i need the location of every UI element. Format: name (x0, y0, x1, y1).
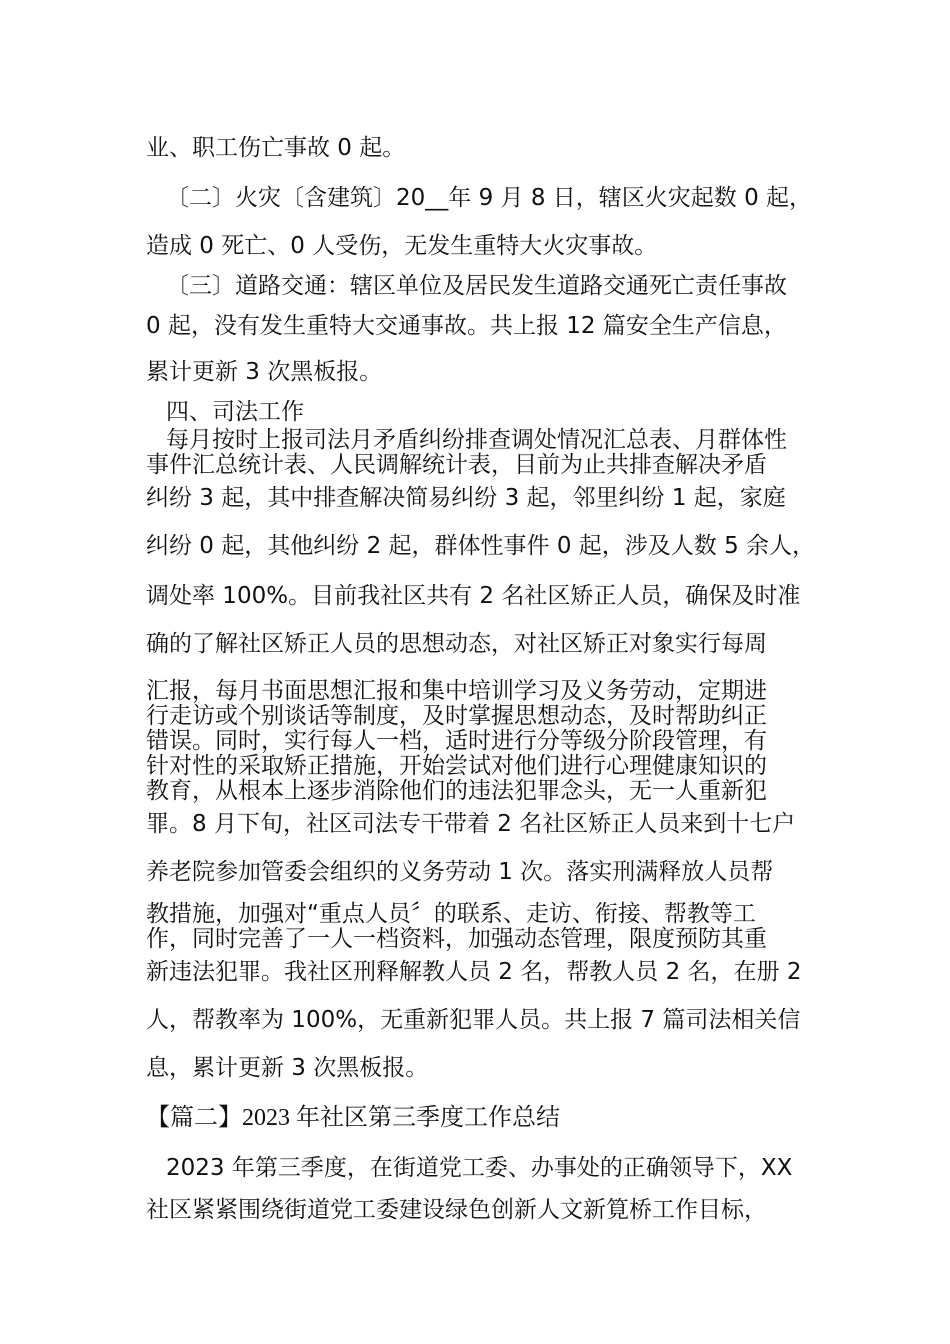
text-line-22: 作，同时完善了一人一档资料，加强动态管理，限度预防其重 (146, 926, 767, 952)
section-heading: 四、司法工作 (166, 399, 304, 425)
text-line-10: 纠纷 3 起，其中排查解决简易纠纷 3 起，邻里纠纷 1 起，家庭 (146, 485, 786, 511)
text-line-21: 教措施，加强对“重点人员〞的联系、走访、衔接、帮教等工 (146, 901, 756, 927)
text-line-23: 新违法犯罪。我社区刑释解教人员 2 名，帮教人员 2 名，在册 2 (146, 959, 802, 985)
text-line-9: 事件汇总统计表、人民调解统计表，目前为止共排查解决矛盾 (146, 452, 767, 478)
text-line-1: 业、职工伤亡事故 0 起。 (146, 135, 406, 161)
text-line-3: 造成 0 死亡、0 人受伤，无发生重特大火灾事故。 (146, 233, 658, 259)
text-line-6: 累计更新 3 次黑板报。 (146, 359, 383, 385)
text-line-12: 调处率 100%。目前我社区共有 2 名社区矫正人员，确保及时准 (146, 583, 801, 609)
text-line-4: 〔三〕道路交通：辖区单位及居民发生道路交通死亡责任事故 (166, 273, 787, 299)
article-title: 【篇二】2023 年社区第三季度工作总结 (146, 1105, 560, 1131)
text-line-11: 纠纷 0 起，其他纠纷 2 起，群体性事件 0 起，涉及人数 5 余人， (146, 533, 816, 559)
text-line-16: 错误。同时，实行每人一档，适时进行分等级分阶段管理，有 (146, 728, 767, 754)
text-line-20: 养老院参加管委会组织的义务劳动 1 次。落实刑满释放人员帮 (146, 859, 774, 885)
text-line-24: 人，帮教率为 100%，无重新犯罪人员。共上报 7 篇司法相关信 (146, 1007, 801, 1033)
text-line-27: 2023 年第三季度，在街道党工委、办事处的正确领导下，XX (166, 1155, 793, 1181)
text-line-13: 确的了解社区矫正人员的思想动态，对社区矫正对象实行每周 (146, 631, 767, 657)
text-line-8: 每月按时上报司法月矛盾纠纷排查调处情况汇总表、月群体性 (166, 427, 787, 453)
text-line-15: 行走访或个别谈话等制度，及时掌握思想动态，及时帮助纠正 (146, 703, 767, 729)
text-line-28: 社区紧紧围绕街道党工委建设绿色创新人文新筧桥工作目标， (146, 1197, 767, 1223)
text-line-18: 教育，从根本上逐步消除他们的违法犯罪念头，无一人重新犯 (146, 778, 767, 804)
text-line-19: 罪。8 月下旬，社区司法专干带着 2 名社区矫正人员来到十七户 (146, 811, 796, 837)
text-line-5: 0 起，没有发生重特大交通事故。共上报 12 篇安全生产信息， (146, 313, 787, 339)
text-line-17: 针对性的采取矫正措施，开始尝试对他们进行心理健康知识的 (146, 753, 767, 779)
text-line-25: 息，累计更新 3 次黑板报。 (146, 1055, 429, 1081)
text-line-14: 汇报，每月书面思想汇报和集中培训学习及义务劳动，定期进 (146, 678, 767, 704)
text-line-2: 〔二〕火灾〔含建筑〕20__年 9 月 8 日，辖区火灾起数 0 起， (166, 185, 813, 211)
